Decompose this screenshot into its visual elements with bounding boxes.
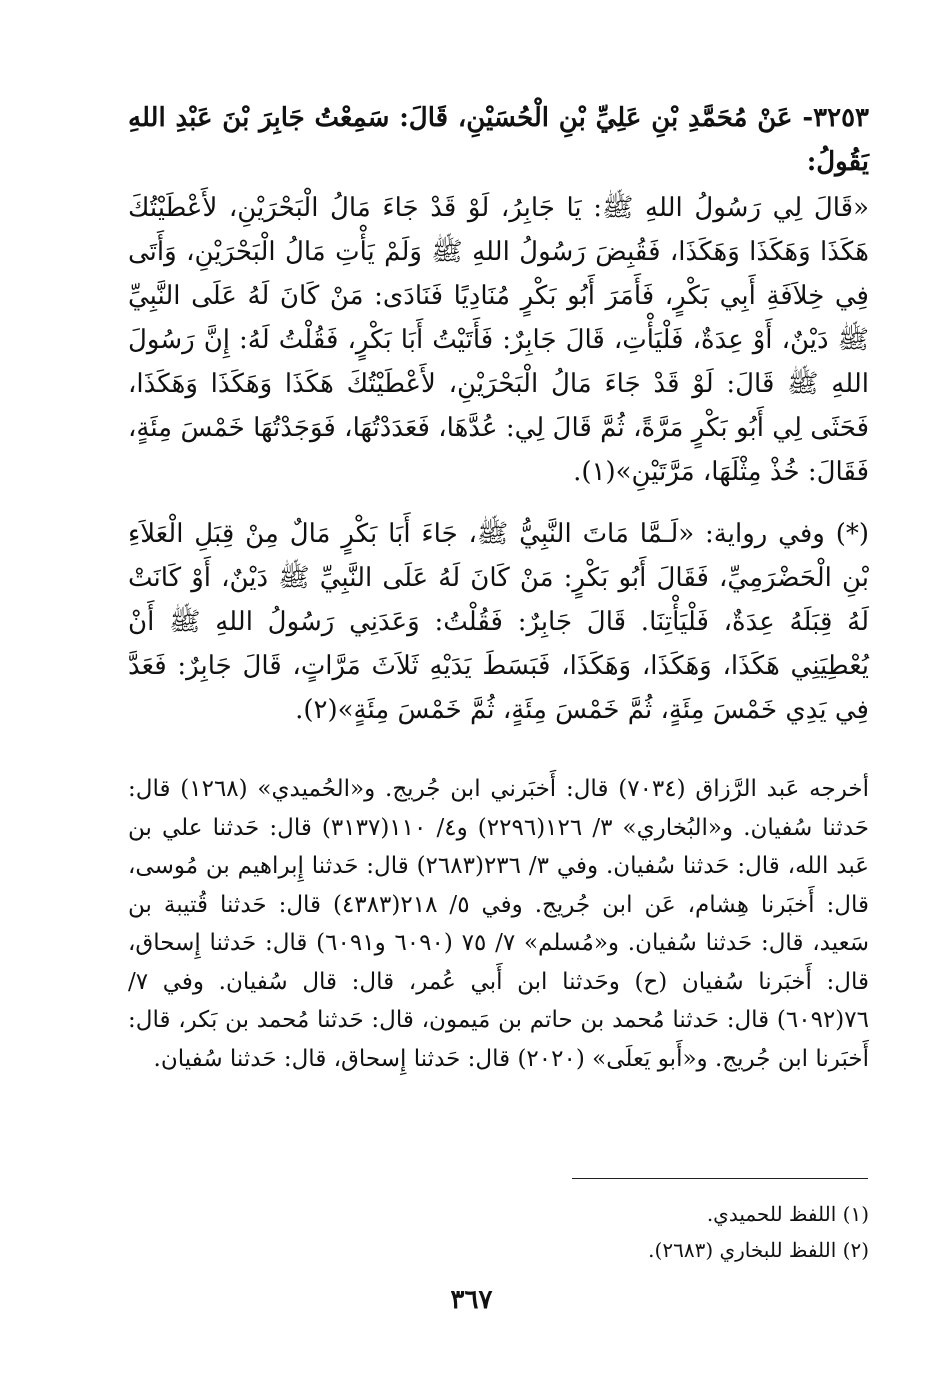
takhrij-paragraph: أخرجه عَبد الرَّزاق (٧٠٣٤) قال: أَخبَرني ابن جُريج. و«الحُميدي» (١٢٦٨) قال: حَدثنا سُفيان. و«البُخاري» ٣/ ١٢٦(٢٢٩٦) و٤/ ١١٠(٣١٣٧) قال: حَدثنا علي بن عَبد الله، قال: حَدثنا سُفيان. وفي ٣/ ٢٣٦(٢٦٨٣) قال: حَدثنا إِبراهيم بن مُوسى، قال: أَخبَرنا هِشام، عَن ابن جُريج. وفي ٥/ ٢١٨(٤٣٨٣) قال: حَدثنا قُتيبة بن سَعيد، قال: حَدثنا سُفيان. و«مُسلم» ٧/ ٧٥ (٦٠٩٠ و٦٠٩١) قال: حَدثنا إِسحاق، قال: أَخبَرنا سُفيان (ح) وحَدثنا ابن أَبي عُمر، قال: قال سُفيان. وفي ٧/ ٧٦(٦٠٩٢) قال: حَدثنا مُحمد بن حاتم بن مَيمون، قال: حَدثنا مُحمد بن بَكر، قال: أَخبَرنا ابن جُريج. و«أَبو يَعلَى» (٢٠٢٠) قال: حَدثنا إِسحاق، قال: حَدثنا سُفيان.: [128, 776, 870, 1072]
footnote-1: (١) اللفظ للحميدي.: [706, 1202, 869, 1226]
hadith-header: ٣٢٥٣- عَنْ مُحَمَّدِ بْنِ عَلِيِّ بْنِ الْحُسَيْنِ، قَالَ: سَمِعْتُ جَابِرَ بْنَ عَبْدِ اللهِ يَقُولُ:: [128, 103, 869, 177]
footnotes: [128, 1196, 869, 1268]
page-number: ٣٦٧: [450, 1285, 493, 1315]
footnote-2: (٢) اللفظ للبخاري (٢٦٨٣).: [648, 1238, 869, 1262]
hadith-variant-narration: (*) وفي رواية: «لَـمَّا مَاتَ النَّبِيُّ ﷺ، جَاءَ أَبَا بَكْرٍ مَالٌ مِنْ قِبَلِ الْعَلاَءِ بْنِ الْحَضْرَمِيِّ، فَقَالَ أَبُو بَكْرٍ: مَنْ كَانَ لَهُ عَلَى النَّبِيِّ ﷺ دَيْنٌ، أَوْ كَانَتْ لَهُ قِبَلَهُ عِدَةٌ، فَلْيَأْتِنَا. قَالَ جَابِرٌ: فَقُلْتُ: وَعَدَنِي رَسُولُ اللهِ ﷺ أَنْ يُعْطِيَنِي هَكَذَا، وَهَكَذَا، وَهَكَذَا، فَبَسَطَ يَدَيْهِ ثَلاَثَ مَرَّاتٍ، قَالَ جَابِرٌ: فَعَدَّ فِي يَدِي خَمْسَ مِئَةٍ، ثُمَّ خَمْسَ مِئَةٍ، ثُمَّ خَمْسَ مِئَةٍ»(٢).: [128, 519, 869, 725]
hadith-text: «قَالَ لِي رَسُولُ اللهِ ﷺ: يَا جَابِرُ، لَوْ قَدْ جَاءَ مَالُ الْبَحْرَيْنِ، لأَعْطَيْتُكَ هَكَذَا وَهَكَذَا وَهَكَذَا، فَقُبِضَ رَسُولُ اللهِ ﷺ وَلَمْ يَأْتِ مَالُ الْبَحْرَيْنِ، وَأَتَى فِي خِلاَفَةِ أَبِي بَكْرٍ، فَأَمَرَ أَبُو بَكْرٍ مُنَادِيًا فَنَادَى: مَنْ كَانَ لَهُ عَلَى النَّبِيِّ ﷺ دَيْنٌ، أَوْ عِدَةٌ، فَلْيَأْتِ، قَالَ جَابِرٌ: فَأَتَيْتُ أَبَا بَكْرٍ، فَقُلْتُ لَهُ: إِنَّ رَسُولَ اللهِ ﷺ قَالَ: لَوْ قَدْ جَاءَ مَالُ الْبَحْرَيْنِ، لأَعْطَيْتُكَ هَكَذَا وَهَكَذَا وَهَكَذَا، فَحَثَى لِي أَبُو بَكْرٍ مَرَّةً، ثُمَّ قَالَ لِي: عُدَّهَا، فَعَدَدْتُهَا، فَوَجَدْتُهَا خَمْسَ مِئَةٍ، فَقَالَ: خُذْ مِثْلَهَا، مَرَّتَيْنِ»(١).: [128, 193, 869, 487]
footnote-divider: [572, 1178, 868, 1179]
